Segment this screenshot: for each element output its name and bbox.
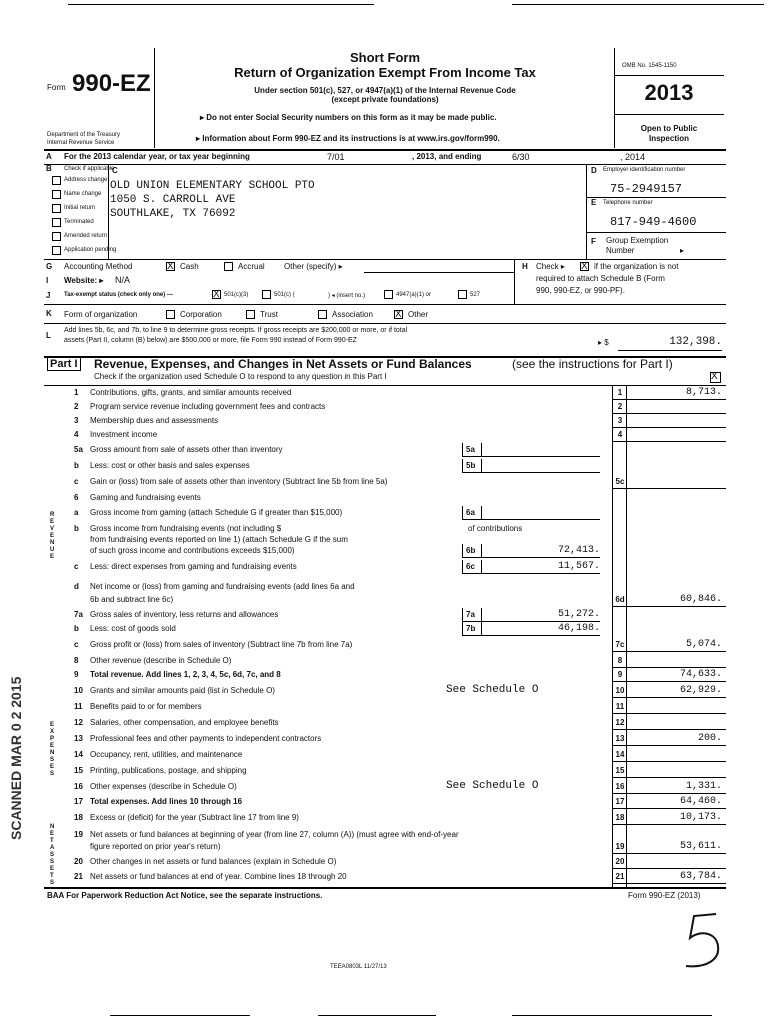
h-text-4: 990, 990-EZ, or 990-PF). <box>536 286 625 295</box>
omb-number: OMB No. 1545-1150 <box>622 63 677 69</box>
line-number: b <box>74 524 79 533</box>
option-name-change: Name change <box>64 191 102 197</box>
subline-divider <box>481 560 482 573</box>
tax-year-end[interactable]: 6/30 <box>512 152 530 162</box>
amount-rule <box>612 413 726 414</box>
checkbox-527[interactable] <box>458 290 467 299</box>
subtitle-2: (except private foundations) <box>331 95 439 104</box>
part-i-tag: Part I <box>47 357 81 371</box>
line-number: 5a <box>74 445 83 454</box>
option-address-change: Address change <box>64 177 108 183</box>
line-amount[interactable]: 5,074. <box>685 639 722 650</box>
line-d-label: D <box>591 166 597 175</box>
line-description: Gross amount from sale of assets other than inventory <box>90 445 283 454</box>
accrual-label: Accrual <box>238 262 265 271</box>
option-trust: Trust <box>260 310 278 319</box>
line-number: 4 <box>74 430 79 439</box>
option-501c: 501(c) ( <box>274 292 295 298</box>
line-number: 20 <box>74 857 83 866</box>
tax-year-begin[interactable]: 7/01 <box>327 152 345 162</box>
line-number: 3 <box>74 416 79 425</box>
amount-rule <box>612 399 726 400</box>
amount-rule <box>612 651 726 652</box>
line-amount[interactable]: 10,173. <box>679 812 722 823</box>
line-i-label: I <box>46 276 49 285</box>
option-corporation: Corporation <box>180 310 222 319</box>
amount-rule <box>612 697 726 698</box>
subline-rule <box>462 456 600 457</box>
amount-rule <box>612 808 726 809</box>
line-description: Program service revenue including government fees and contracts <box>90 402 326 411</box>
subline-rule <box>462 472 600 473</box>
checkbox-accrual[interactable] <box>224 262 233 271</box>
column-line-number: 20 <box>615 857 625 866</box>
column-line-number: 17 <box>615 797 625 806</box>
line-number: 12 <box>74 718 83 727</box>
line-number: d <box>74 582 79 591</box>
option-association: Association <box>332 310 373 319</box>
checkbox-schedule-b[interactable] <box>580 262 589 271</box>
line-tail-text: of contributions <box>468 524 523 533</box>
ein-value[interactable]: 75-2949157 <box>610 182 683 196</box>
line-description: Less: cost or other basis and sales expenses <box>90 461 250 470</box>
paperwork-notice: BAA For Paperwork Reduction Act Notice, see the separate instructions. <box>47 891 323 900</box>
line-number: 21 <box>74 872 83 881</box>
notice-info: ▸ Information about Form 990-EZ and its instructions is at www.irs.gov/form990. <box>196 134 500 143</box>
column-line-number: 19 <box>615 842 625 851</box>
line-a-text: For the 2013 calendar year, or tax year beginning <box>64 152 250 161</box>
line-description: Grants and similar amounts paid (list in Schedule O) <box>90 686 275 695</box>
line-description: Contributions, gifts, grants, and similar amounts received <box>90 388 292 397</box>
line-amount[interactable]: 53,611. <box>679 841 722 852</box>
org-address[interactable]: 1050 S. CARROLL AVE <box>110 194 236 206</box>
column-line-number: 2 <box>617 402 623 411</box>
column-line-number: 1 <box>617 388 623 397</box>
line-description: Membership dues and assessments <box>90 416 219 425</box>
ein-label: Employer identification number <box>603 167 686 173</box>
group-exemption-label: Group Exemption <box>606 236 669 245</box>
handwritten-5-mark <box>676 910 726 972</box>
line-g-label: G <box>46 262 53 271</box>
column-line-number: 7c <box>615 640 625 649</box>
line-amount[interactable]: 63,784. <box>679 871 722 882</box>
amount-rule <box>612 667 726 668</box>
line-number: 6 <box>74 493 79 502</box>
gross-receipts-dollar: ▸ $ <box>598 338 609 347</box>
line-description: Net assets or fund balances at beginning of year (from line 27, column (A)) (must agree with end-of-year <box>90 830 459 839</box>
checkbox-schedule-o[interactable] <box>710 372 721 383</box>
line-e-label: E <box>591 198 597 207</box>
column-line-number: 13 <box>615 734 625 743</box>
line-number: 10 <box>74 686 83 695</box>
option-501c3: 501(c)(3) <box>224 292 249 298</box>
line-number: a <box>74 508 79 517</box>
line-amount[interactable]: 62,929. <box>679 685 722 696</box>
subline-box-label: 5a <box>466 445 475 454</box>
line-description: figure reported on prior year's return) <box>90 842 221 851</box>
subline-divider <box>481 544 482 557</box>
h-text-3: required to attach Schedule B (Form <box>536 274 665 283</box>
line-description: Net assets or fund balances at end of year. Combine lines 18 through 20 <box>90 872 347 881</box>
amount-rule <box>612 761 726 762</box>
line-description: Gross profit or (loss) from sales of inventory (Subtract line 7b from line 7a) <box>90 640 353 649</box>
short-form-title: Short Form <box>349 50 421 65</box>
line-l-label: L <box>46 331 51 340</box>
line-number: 2 <box>74 402 79 411</box>
column-line-number: 14 <box>615 750 625 759</box>
other-method-label: Other (specify) ▸ <box>284 262 343 271</box>
option-amended-return: Amended return <box>64 233 108 239</box>
line-k-label: K <box>46 309 52 318</box>
line-description: Other revenue (describe in Schedule O) <box>90 656 232 665</box>
amount-rule <box>612 745 726 746</box>
option-terminated: Terminated <box>64 219 94 225</box>
schedule-o-reference: See Schedule O <box>446 780 539 792</box>
line-number: 19 <box>74 830 83 839</box>
checkbox-amended-return[interactable] <box>52 232 61 241</box>
subline-divider <box>481 443 482 456</box>
line-description: Gross sales of inventory, less returns and allowances <box>90 610 279 619</box>
line-description: Total revenue. Add lines 1, 2, 3, 4, 5c, 6d, 7c, and 8 <box>90 670 281 679</box>
subline-amount[interactable]: 46,198. <box>557 623 600 634</box>
line-amount[interactable]: 64,460. <box>679 796 722 807</box>
tax-year-end-year: , 2014 <box>620 152 646 162</box>
line-number: b <box>74 461 79 470</box>
tax-status-label: Tax-exempt status (check only one) — <box>64 292 173 298</box>
subline-divider <box>481 622 482 635</box>
subline-rule <box>462 635 600 636</box>
option-insert-no: ) ◂ (insert no.) <box>328 293 366 299</box>
subline-rule <box>462 573 600 574</box>
line-amount[interactable]: 200. <box>697 733 722 744</box>
column-line-number: 18 <box>615 813 625 822</box>
option-527: 527 <box>470 292 481 298</box>
line-h-label: H <box>522 262 528 271</box>
line-description: Salaries, other compensation, and employee benefits <box>90 718 279 727</box>
amount-rule <box>612 713 726 714</box>
line-description: Investment income <box>90 430 158 439</box>
amount-rule <box>612 868 726 869</box>
accounting-method-label: Accounting Method <box>64 262 133 271</box>
line-description: from fundraising events reported on line 1) (attach Schedule G if the sum <box>90 535 348 544</box>
line-number: c <box>74 640 79 649</box>
column-line-number: 3 <box>617 416 623 425</box>
line-description: Other expenses (describe in Schedule O) <box>90 782 237 791</box>
checkbox-501c[interactable] <box>262 290 271 299</box>
column-line-number: 6d <box>615 595 625 604</box>
line-description: Gain or (loss) from sale of assets other than inventory (Subtract line 5b from line 5a) <box>90 477 388 486</box>
notice-ssn: ▸ Do not enter Social Security numbers on this form as it may be made public. <box>200 113 497 122</box>
open-public-1: Open to Public <box>640 124 698 133</box>
subline-divider <box>462 608 463 621</box>
line-description: 6b and subtract line 6c) <box>90 595 174 604</box>
amount-rule <box>612 488 726 489</box>
option-4947: 4947(a)(1) or <box>396 292 432 298</box>
subline-box-label: 6a <box>466 508 475 517</box>
line-a-label: A <box>46 152 52 161</box>
subline-amount[interactable]: 11,567. <box>557 561 600 572</box>
check-h-label: Check ▸ <box>536 262 565 271</box>
checkbox-application-pending[interactable] <box>52 246 61 255</box>
subline-box-label: 6b <box>466 546 476 555</box>
subline-amount[interactable]: 72,413. <box>557 545 600 556</box>
line-number: 15 <box>74 766 83 775</box>
line-number: c <box>74 562 79 571</box>
option-application-pending: Application pending <box>64 247 117 253</box>
subline-divider <box>462 459 463 472</box>
line-description: Total expenses. Add lines 10 through 16 <box>90 797 243 806</box>
column-line-number: 9 <box>617 670 623 679</box>
line-c-label: C <box>112 166 118 175</box>
dept-line1: Department of the Treasury <box>47 132 121 138</box>
tax-year: 2013 <box>644 80 694 105</box>
subline-amount[interactable]: 51,272. <box>557 609 600 620</box>
line-number: 9 <box>74 670 79 679</box>
line-number: c <box>74 477 79 486</box>
line-description: Net income or (loss) from gaming and fundraising events (add lines 6a and <box>90 582 355 591</box>
line-number: 13 <box>74 734 83 743</box>
side-label-expenses: EXPENSES <box>50 722 55 777</box>
part-i-title: Revenue, Expenses, and Changes in Net Assets or Fund Balances <box>94 357 472 371</box>
line-number: 17 <box>74 797 83 806</box>
subline-divider <box>462 544 463 557</box>
line-b-label: B <box>46 164 52 173</box>
line-description: Other changes in net assets or fund balances (explain in Schedule O) <box>90 857 337 866</box>
column-line-number: 4 <box>617 430 623 439</box>
h-text-2: if the organization is not <box>594 262 679 271</box>
subline-box-label: 7a <box>466 610 475 619</box>
org-city[interactable]: SOUTHLAKE, TX 76092 <box>110 208 236 220</box>
subline-divider <box>462 560 463 573</box>
line-f-label: F <box>591 237 596 246</box>
line-number: 11 <box>74 702 83 711</box>
amount-rule <box>612 729 726 730</box>
part-i-note: (see the instructions for Part I) <box>512 357 673 371</box>
amount-rule <box>612 427 726 428</box>
column-line-number: 11 <box>615 702 625 711</box>
line-amount[interactable]: 60,846. <box>679 594 722 605</box>
check-if-applicable: Check if applicable <box>64 166 115 172</box>
line-l-text-2: assets (Part II, column (B) below) are $500,000 or more, file Form 990 instead of Form 990-EZ <box>64 337 357 344</box>
line-description: Occupancy, rent, utilities, and maintenance <box>90 750 243 759</box>
form-of-org-label: Form of organization <box>64 310 138 319</box>
website-value[interactable]: N/A <box>115 275 131 285</box>
line-description: Gross income from gaming (attach Schedule G if greater than $15,000) <box>90 508 343 517</box>
phone-value[interactable]: 817-949-4600 <box>610 215 697 229</box>
form-prefix: Form <box>47 83 66 92</box>
amount-rule <box>612 606 726 607</box>
column-line-number: 16 <box>615 782 625 791</box>
checkbox-name-change[interactable] <box>52 190 61 199</box>
line-number: 7a <box>74 610 83 619</box>
main-title: Return of Organization Exempt From Income Tax <box>234 65 536 80</box>
line-description: Printing, publications, postage, and shipping <box>90 766 247 775</box>
group-arrow-icon: ▸ <box>680 246 685 255</box>
subline-divider <box>462 622 463 635</box>
line-j-label: J <box>46 291 51 300</box>
side-label-revenue: REVENUE <box>50 512 55 560</box>
checkbox-association[interactable] <box>318 310 327 319</box>
open-public-2: Inspection <box>648 134 689 143</box>
option-initial-return: Initial return <box>64 205 96 211</box>
checkbox-initial-return[interactable] <box>52 204 61 213</box>
column-line-number: 10 <box>615 686 625 695</box>
line-amount[interactable]: 1,331. <box>685 781 722 792</box>
checkbox-trust[interactable] <box>246 310 255 319</box>
subline-rule <box>462 519 600 520</box>
form-reference: Form 990-EZ (2013) <box>628 891 701 900</box>
line-amount[interactable]: 8,713. <box>685 387 722 398</box>
group-number-label: Number <box>606 246 635 255</box>
line-number: 14 <box>74 750 83 759</box>
line-number: 1 <box>74 388 79 397</box>
column-line-number: 21 <box>615 872 625 881</box>
line-description: Gaming and fundraising events <box>90 493 201 502</box>
checkbox-address-change[interactable] <box>52 176 61 185</box>
column-line-number: 12 <box>615 718 625 727</box>
line-number: 18 <box>74 813 83 822</box>
subline-divider <box>481 608 482 621</box>
dept-line2: Internal Revenue Service <box>47 140 115 146</box>
amount-rule <box>612 681 726 682</box>
amount-rule <box>612 824 726 825</box>
line-description: Benefits paid to or for members <box>90 702 202 711</box>
line-description: of such gross income and contributions exceeds $15,000) <box>90 546 295 555</box>
subline-divider <box>462 506 463 519</box>
subline-box-label: 7b <box>466 624 476 633</box>
column-line-number: 5c <box>615 477 625 486</box>
option-other-org: Other <box>408 310 429 319</box>
org-name[interactable]: OLD UNION ELEMENTARY SCHOOL PTO <box>110 180 315 192</box>
subline-divider <box>462 443 463 456</box>
checkbox-corporation[interactable] <box>166 310 175 319</box>
line-description: Professional fees and other payments to independent contractors <box>90 734 322 743</box>
line-l-text-1: Add lines 5b, 6c, and 7b, to line 9 to determine gross receipts. If gross receipts are $200,000 or more, or if total <box>64 327 408 334</box>
line-description: Gross income from fundraising events (not including $ <box>90 524 282 533</box>
cash-label: Cash <box>180 262 199 271</box>
website-label: Website: ▸ <box>64 276 104 285</box>
checkbox-terminated[interactable] <box>52 218 61 227</box>
gross-receipts-amount[interactable]: 132,398. <box>669 336 722 348</box>
side-label-net-assets: NET ASSETS <box>50 824 55 886</box>
form-number: 990-EZ <box>72 70 151 97</box>
checkbox-4947[interactable] <box>384 290 393 299</box>
column-line-number: 8 <box>617 656 623 665</box>
scanned-stamp: SCANNED MAR 0 2 2015 <box>8 676 24 840</box>
line-description: Less: cost of goods sold <box>90 624 176 633</box>
amount-rule <box>612 441 726 442</box>
checkbox-cash[interactable] <box>166 262 175 271</box>
amount-rule <box>612 853 726 854</box>
amount-rule <box>612 883 726 884</box>
form-code: TEEA0803L 11/27/13 <box>330 964 387 970</box>
line-number: 8 <box>74 656 79 665</box>
amount-rule <box>612 793 726 794</box>
schedule-o-check-text: Check if the organization used Schedule O to respond to any question in this Part I <box>94 372 387 381</box>
column-line-number: 15 <box>615 766 625 775</box>
line-number: 16 <box>74 782 83 791</box>
subline-box-label: 5b <box>466 461 476 470</box>
line-description: Less: direct expenses from gaming and fundraising events <box>90 562 297 571</box>
amount-rule <box>612 777 726 778</box>
phone-label: Telephone number <box>603 200 653 206</box>
subline-rule <box>462 557 600 558</box>
line-a-mid: , 2013, and ending <box>412 152 482 161</box>
line-number: b <box>74 624 79 633</box>
subline-divider <box>481 459 482 472</box>
subtitle-1: Under section 501(c), 527, or 4947(a)(1) of the Internal Revenue Code <box>254 86 516 95</box>
schedule-o-reference: See Schedule O <box>446 684 539 696</box>
subline-divider <box>481 506 482 519</box>
subline-rule <box>462 621 600 622</box>
line-amount[interactable]: 74,633. <box>679 669 722 680</box>
line-description: Excess or (deficit) for the year (Subtract line 17 from line 9) <box>90 813 299 822</box>
checkbox-501c3[interactable] <box>212 290 221 299</box>
checkbox-other-org[interactable] <box>394 310 403 319</box>
subline-box-label: 6c <box>466 562 475 571</box>
